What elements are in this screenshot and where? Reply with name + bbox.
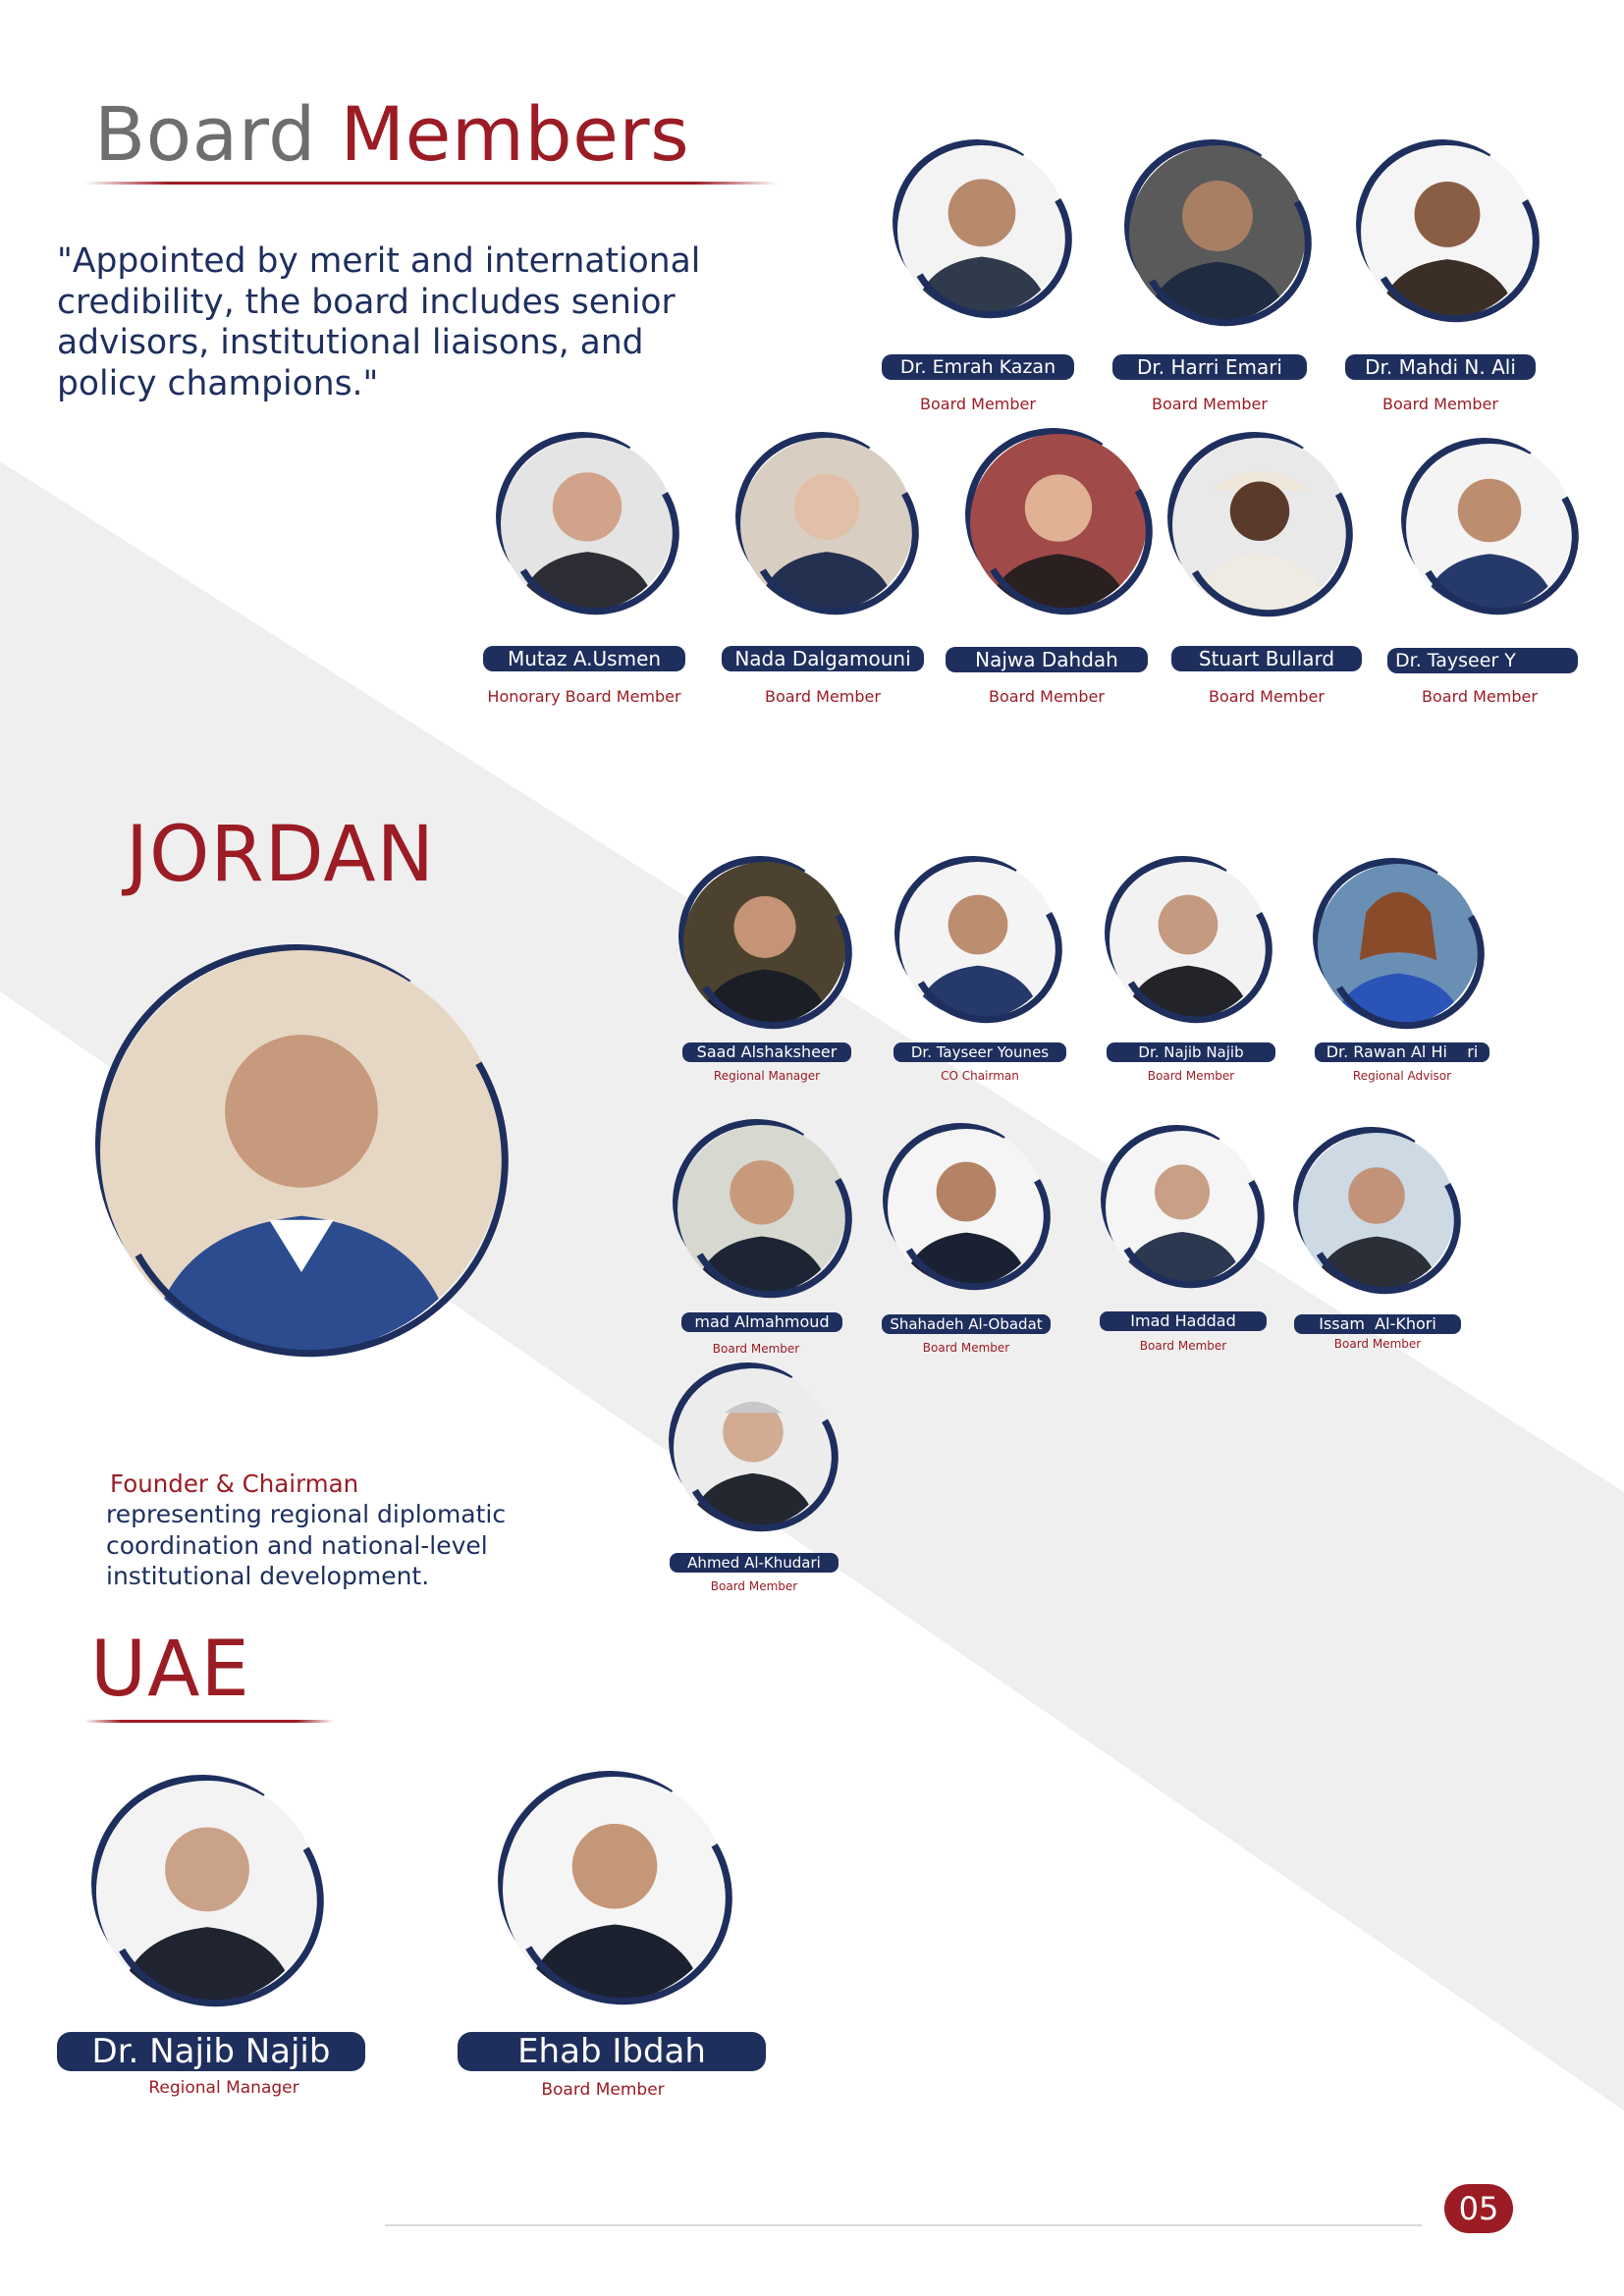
member-name: Dr. Najib Najib	[1107, 1042, 1275, 1062]
member-role: Board Member	[1333, 1337, 1422, 1351]
member-role: Board Member	[541, 2080, 665, 2100]
member-role: Board Member	[765, 687, 881, 706]
jordan-heading: JORDAN	[126, 811, 435, 899]
footer-divider	[385, 2224, 1422, 2226]
member-name: Nada Dalgamouni	[722, 646, 924, 671]
member-portrait	[501, 438, 674, 611]
page-title-word-board: Board	[94, 90, 316, 178]
page-title	[94, 90, 689, 178]
member-role: Board Member	[710, 1579, 798, 1593]
member-name: Mutaz A.Usmen	[483, 646, 685, 671]
member-portrait	[897, 145, 1066, 314]
member-portrait	[674, 1368, 833, 1527]
member-portrait	[1318, 864, 1479, 1025]
founder-description: representing regional diplomatic coordination and national-level institutional development.	[106, 1500, 507, 1590]
member-name: Imad Haddad	[1100, 1311, 1267, 1331]
member-name: Dr. Emrah Kazan	[882, 354, 1074, 380]
member-portrait	[503, 1777, 727, 2001]
member-portrait	[677, 1125, 846, 1294]
member-role: Board Member	[1382, 395, 1498, 413]
uae-underline	[84, 1720, 334, 1723]
member-role: Board Member	[920, 395, 1036, 413]
member-name: Dr. Mahdi N. Ali	[1345, 354, 1536, 380]
member-portrait	[899, 862, 1056, 1019]
member-name: Dr. Harri Emari	[1112, 354, 1307, 380]
member-portrait	[1406, 444, 1573, 611]
member-name: Dr. Tayseer Younes	[893, 1042, 1066, 1062]
member-name: Dr. Rawan Al Hi ri	[1315, 1042, 1489, 1062]
member-portrait	[1129, 145, 1306, 322]
member-portrait	[1172, 438, 1347, 613]
member-name: Ehab Ibdah	[458, 2032, 766, 2071]
member-name: mad Almahmoud	[681, 1312, 842, 1332]
member-portrait	[1298, 1133, 1455, 1290]
uae-heading: UAE	[90, 1626, 250, 1714]
member-portrait	[683, 862, 846, 1025]
title-underline	[84, 182, 778, 185]
intro-quote: "Appointed by merit and international credibility, the board includes senior advisors, institutional liaisons, and policy champions."	[57, 241, 701, 403]
member-name: Dr. Tayseer Y	[1387, 648, 1578, 673]
member-portrait	[96, 1781, 318, 2002]
member-role: Regional Advisor	[1352, 1069, 1452, 1083]
member-portrait	[1361, 145, 1534, 318]
member-role: Honorary Board Member	[487, 687, 681, 706]
founder-portrait	[100, 950, 503, 1353]
member-role: Board Member	[1422, 687, 1538, 706]
member-name: Shahadeh Al-Obadat	[882, 1314, 1051, 1334]
member-role: Board Member	[1209, 687, 1325, 706]
founder-role: Founder & Chairman	[110, 1469, 359, 1498]
member-role: Regional Manager	[713, 1069, 821, 1083]
member-name: Najwa Dahdah	[946, 647, 1148, 672]
member-role: Board Member	[1139, 1339, 1227, 1353]
member-role: Regional Manager	[148, 2078, 299, 2098]
member-portrait	[888, 1129, 1045, 1286]
member-role: Board Member	[922, 1341, 1010, 1355]
member-role: Board Member	[989, 687, 1105, 706]
member-name: Dr. Najib Najib	[57, 2032, 365, 2071]
page-title-word-members: Members	[340, 90, 690, 178]
member-portrait	[970, 434, 1147, 611]
member-name: Issam Al-Khori	[1294, 1314, 1461, 1334]
member-name: Stuart Bullard	[1171, 646, 1362, 671]
member-role: CO Chairman	[941, 1069, 1019, 1083]
member-name: Ahmed Al-Khudari	[670, 1553, 839, 1573]
member-portrait	[1106, 1131, 1259, 1284]
member-role: Board Member	[1147, 1069, 1235, 1083]
member-portrait	[1110, 862, 1267, 1019]
member-role: Board Member	[1152, 395, 1268, 413]
page-number-badge: 05	[1444, 2184, 1513, 2233]
member-role: Board Member	[712, 1342, 800, 1356]
member-name: Saad Alshaksheer	[682, 1042, 851, 1062]
member-portrait	[740, 438, 913, 611]
